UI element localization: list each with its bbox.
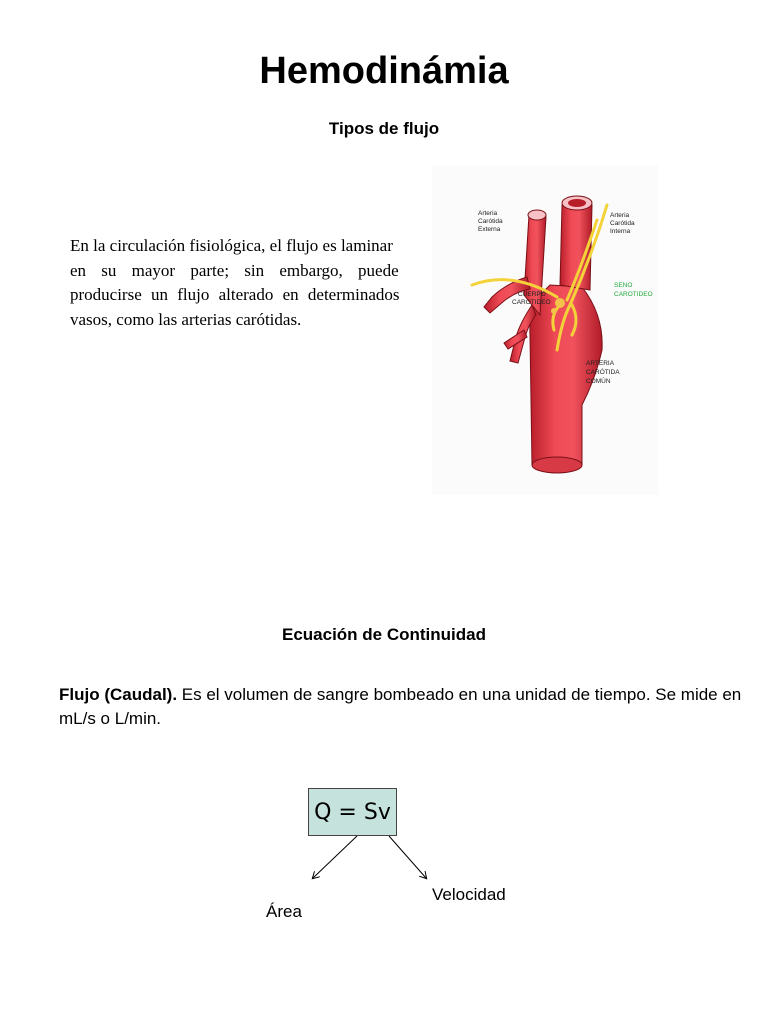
external-carotid-lumen bbox=[528, 210, 546, 220]
common-carotid-lumen bbox=[532, 457, 582, 473]
intro-line: en su mayor parte; sin embargo, puede bbox=[70, 260, 399, 280]
carotid-artery-illustration bbox=[432, 165, 658, 495]
label-body: CUERPO bbox=[518, 291, 546, 298]
label-internal: Carótida bbox=[610, 220, 635, 227]
label-internal: Arteria bbox=[610, 212, 630, 219]
definition-text: Es el volumen de sangre bombeado en una unidad de tiempo. Se mide en mL/s o L/min. bbox=[59, 685, 742, 728]
flow-definition bbox=[59, 683, 749, 731]
intro-line: En la circulación fisiológica, el flujo es laminar bbox=[70, 236, 393, 255]
subtitle: Tipos de flujo bbox=[328, 119, 440, 138]
label-common: ARTERIA bbox=[586, 360, 615, 367]
label-external: Arteria bbox=[478, 210, 498, 217]
carotid-artery-drawing bbox=[432, 165, 658, 495]
intro-paragraph bbox=[70, 234, 432, 334]
label-common: COMÚN bbox=[586, 378, 611, 385]
continuity-formula: Q = Sv bbox=[308, 788, 397, 836]
area-label: Área bbox=[266, 902, 302, 921]
label-external: Externa bbox=[478, 226, 501, 233]
arrow-to-area bbox=[313, 836, 357, 878]
label-internal: Interna bbox=[610, 228, 631, 235]
label-sinus: CAROTIDEO bbox=[614, 291, 653, 298]
label-external: Carótida bbox=[478, 218, 503, 225]
definition-term: Flujo (Caudal). bbox=[59, 685, 178, 704]
arrow-to-velocity bbox=[389, 836, 426, 878]
intro-line: producirse un flujo alterado en determinados bbox=[70, 285, 400, 304]
section-title: Ecuación de Continuidad bbox=[281, 625, 486, 644]
velocity-label: Velocidad bbox=[432, 885, 506, 904]
label-body: CAROTIDEO bbox=[512, 299, 551, 306]
label-sinus: SENO bbox=[614, 282, 633, 289]
label-common: CARÓTIDA bbox=[586, 369, 620, 376]
intro-line: vasos, como las arterias carótidas. bbox=[70, 309, 302, 329]
page-title: Hemodinámia bbox=[259, 50, 509, 92]
